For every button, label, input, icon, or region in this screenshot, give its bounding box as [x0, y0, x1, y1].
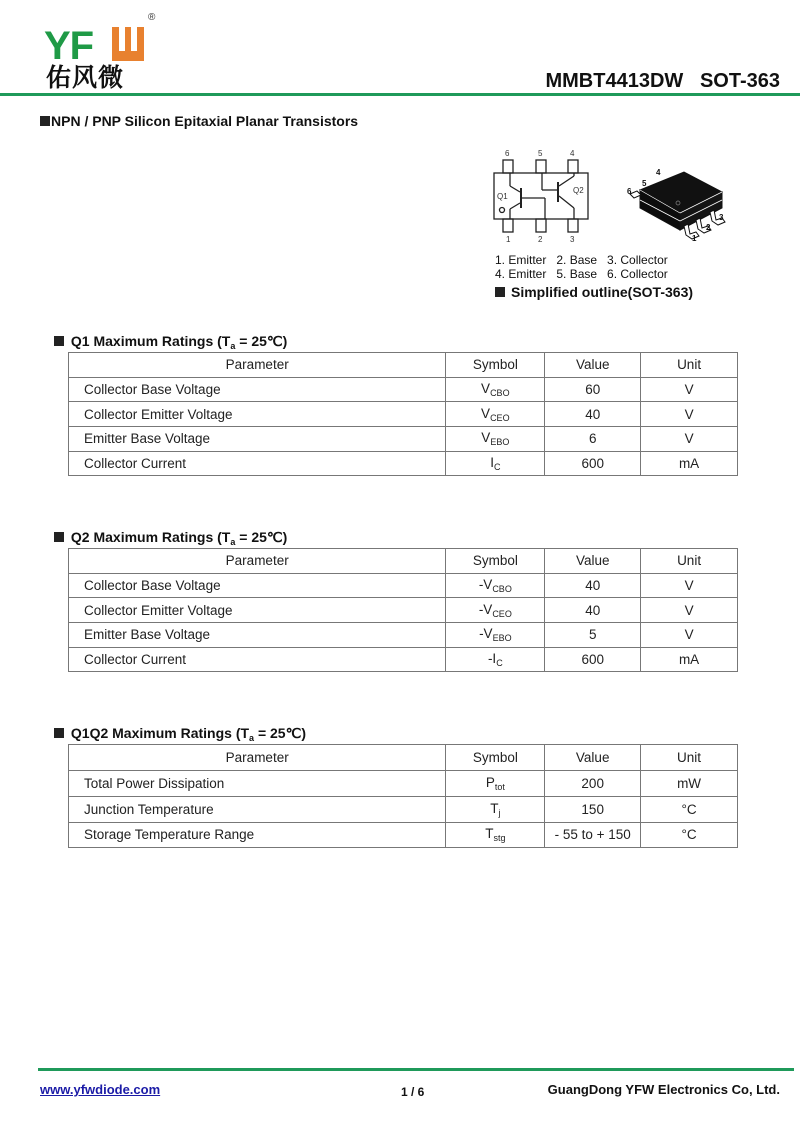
pin-5	[536, 160, 546, 173]
col-value: Value	[545, 353, 641, 378]
unit-cell: V	[641, 573, 738, 598]
pin-label-1: 1	[506, 235, 511, 244]
pkg-pin-1: 1	[692, 234, 697, 242]
symbol-cell: $-I_C$	[446, 647, 545, 672]
value-cell: 600	[545, 647, 641, 672]
value-cell: 200	[545, 771, 641, 797]
bullet-square-icon	[54, 532, 64, 542]
table-row	[69, 647, 738, 672]
pin-3	[568, 219, 578, 232]
pin-2	[536, 219, 546, 232]
pkg-pin-3: 3	[719, 213, 724, 222]
q2-ratings-heading	[54, 529, 287, 547]
footer-rule	[38, 1068, 794, 1071]
col-symbol: Symbol	[446, 549, 545, 574]
heading-suffix: = 25℃)	[254, 725, 306, 741]
q1-label: Q1	[497, 192, 508, 201]
heading-suffix: = 25℃)	[235, 333, 288, 349]
q1q2-ratings-heading	[54, 725, 306, 743]
company-logo	[40, 12, 170, 92]
value-cell: 150	[545, 796, 641, 822]
q2-ratings-table	[68, 548, 738, 672]
pin-6	[503, 160, 513, 173]
heading-text: Q2 Maximum Ratings (T	[70, 529, 231, 545]
logo-w-mark	[112, 27, 144, 61]
page-number: 1 / 6	[401, 1085, 425, 1099]
outline-caption-text: Simplified outline(SOT-363)	[511, 284, 694, 300]
header-rule	[0, 93, 800, 96]
param-cell: Collector Base Voltage	[69, 377, 446, 402]
table-row	[69, 598, 738, 623]
symbol-cell: $-V_{EBO}$	[446, 623, 545, 648]
col-parameter: Parameter	[69, 353, 446, 378]
pin-1	[503, 219, 513, 232]
unit-cell: mW	[641, 771, 738, 797]
table-row	[69, 451, 738, 476]
unit-cell: °C	[641, 822, 738, 848]
value-cell: 5	[545, 623, 641, 648]
heading-text: Q1Q2 Maximum Ratings (T	[70, 725, 250, 741]
part-number: MMBT4413DW	[545, 70, 684, 92]
param-cell: Storage Temperature Range	[69, 822, 446, 848]
pin-legend-line: 1. Emitter 2. Base 3. Collector	[495, 253, 668, 267]
table-header-row	[69, 745, 738, 771]
unit-cell: V	[641, 402, 738, 427]
param-cell: Junction Temperature	[69, 796, 446, 822]
pin-label-4: 4	[570, 149, 575, 158]
q1-ratings-heading	[54, 333, 287, 351]
unit-cell: V	[641, 377, 738, 402]
symbol-cell: $T_j$	[446, 796, 545, 822]
outline-caption	[495, 284, 693, 300]
unit-cell: mA	[641, 647, 738, 672]
param-cell: Collector Emitter Voltage	[69, 598, 446, 623]
value-cell: 40	[545, 573, 641, 598]
pin-4	[568, 160, 578, 173]
col-unit: Unit	[641, 745, 738, 771]
col-value: Value	[545, 549, 641, 574]
unit-cell: mA	[641, 451, 738, 476]
value-cell: 40	[545, 598, 641, 623]
logo-wordmark: YF	[44, 24, 94, 68]
unit-cell: V	[641, 598, 738, 623]
bullet-square-icon	[495, 287, 505, 297]
part-title	[545, 70, 780, 93]
symbol-cell: $-V_{CBO}$	[446, 573, 545, 598]
table-row	[69, 623, 738, 648]
col-parameter: Parameter	[69, 745, 446, 771]
pin-label-5: 5	[538, 149, 543, 158]
pkg-pin-6: 6	[627, 187, 632, 196]
table-row	[69, 771, 738, 797]
col-symbol: Symbol	[446, 353, 545, 378]
q1-ratings-table	[68, 352, 738, 476]
unit-cell: °C	[641, 796, 738, 822]
pin-label-6: 6	[505, 149, 510, 158]
pin-legend-line: 4. Emitter 5. Base 6. Collector	[495, 266, 668, 281]
pin-legend	[495, 254, 668, 281]
table-row	[69, 402, 738, 427]
value-cell: 600	[545, 451, 641, 476]
value-cell: - 55 to + 150	[545, 822, 641, 848]
symbol-cell: $I_C$	[446, 451, 545, 476]
pin-label-3: 3	[570, 235, 575, 244]
param-cell: Collector Current	[69, 647, 446, 672]
value-cell: 6	[545, 427, 641, 452]
heading-sub: a	[249, 733, 255, 743]
col-unit: Unit	[641, 353, 738, 378]
company-name: GuangDong YFW Electronics Co, Ltd.	[547, 1082, 780, 1097]
pinout-schematic	[488, 146, 598, 246]
value-cell: 40	[545, 402, 641, 427]
intro-heading-text: NPN / PNP Silicon Epitaxial Planar Transistors	[51, 113, 359, 129]
value-cell: 60	[545, 377, 641, 402]
table-row	[69, 573, 738, 598]
symbol-cell: $T_{stg}$	[446, 822, 545, 848]
table-row	[69, 822, 738, 848]
q1q2-ratings-table	[68, 744, 738, 848]
bullet-square-icon	[54, 728, 64, 738]
pkg-pin-5: 5	[642, 179, 647, 188]
bullet-square-icon	[54, 336, 64, 346]
symbol-cell: $V_{CBO}$	[446, 377, 545, 402]
param-cell: Emitter Base Voltage	[69, 427, 446, 452]
heading-sub: a	[230, 341, 236, 351]
pin-label-2: 2	[538, 235, 543, 244]
param-cell: Total Power Dissipation	[69, 771, 446, 797]
heading-sub: a	[230, 537, 236, 547]
col-parameter: Parameter	[69, 549, 446, 574]
col-unit: Unit	[641, 549, 738, 574]
symbol-cell: $V_{EBO}$	[446, 427, 545, 452]
package-name: SOT-363	[699, 70, 780, 92]
param-cell: Emitter Base Voltage	[69, 623, 446, 648]
intro-heading	[40, 113, 358, 129]
heading-text: Q1 Maximum Ratings (T	[70, 333, 231, 349]
package-3d-outline	[622, 158, 732, 242]
col-value: Value	[545, 745, 641, 771]
registered-mark: ®	[148, 12, 156, 23]
table-row	[69, 427, 738, 452]
symbol-cell: $P_{tot}$	[446, 771, 545, 797]
pkg-pin-4: 4	[656, 168, 661, 177]
table-row	[69, 377, 738, 402]
table-header-row	[69, 549, 738, 574]
q2-label: Q2	[573, 186, 584, 195]
heading-suffix: = 25℃)	[235, 529, 288, 545]
website-link[interactable]: www.yfwdiode.com	[40, 1082, 161, 1097]
param-cell: Collector Emitter Voltage	[69, 402, 446, 427]
param-cell: Collector Current	[69, 451, 446, 476]
symbol-cell: $V_{CEO}$	[446, 402, 545, 427]
param-cell: Collector Base Voltage	[69, 573, 446, 598]
symbol-cell: $-V_{CEO}$	[446, 598, 545, 623]
col-symbol: Symbol	[446, 745, 545, 771]
bullet-square-icon	[40, 116, 50, 126]
table-header-row	[69, 353, 738, 378]
logo-chinese-name: 佑风微	[46, 63, 125, 92]
unit-cell: V	[641, 427, 738, 452]
table-row	[69, 796, 738, 822]
unit-cell: V	[641, 623, 738, 648]
pkg-pin-2: 2	[706, 223, 711, 232]
